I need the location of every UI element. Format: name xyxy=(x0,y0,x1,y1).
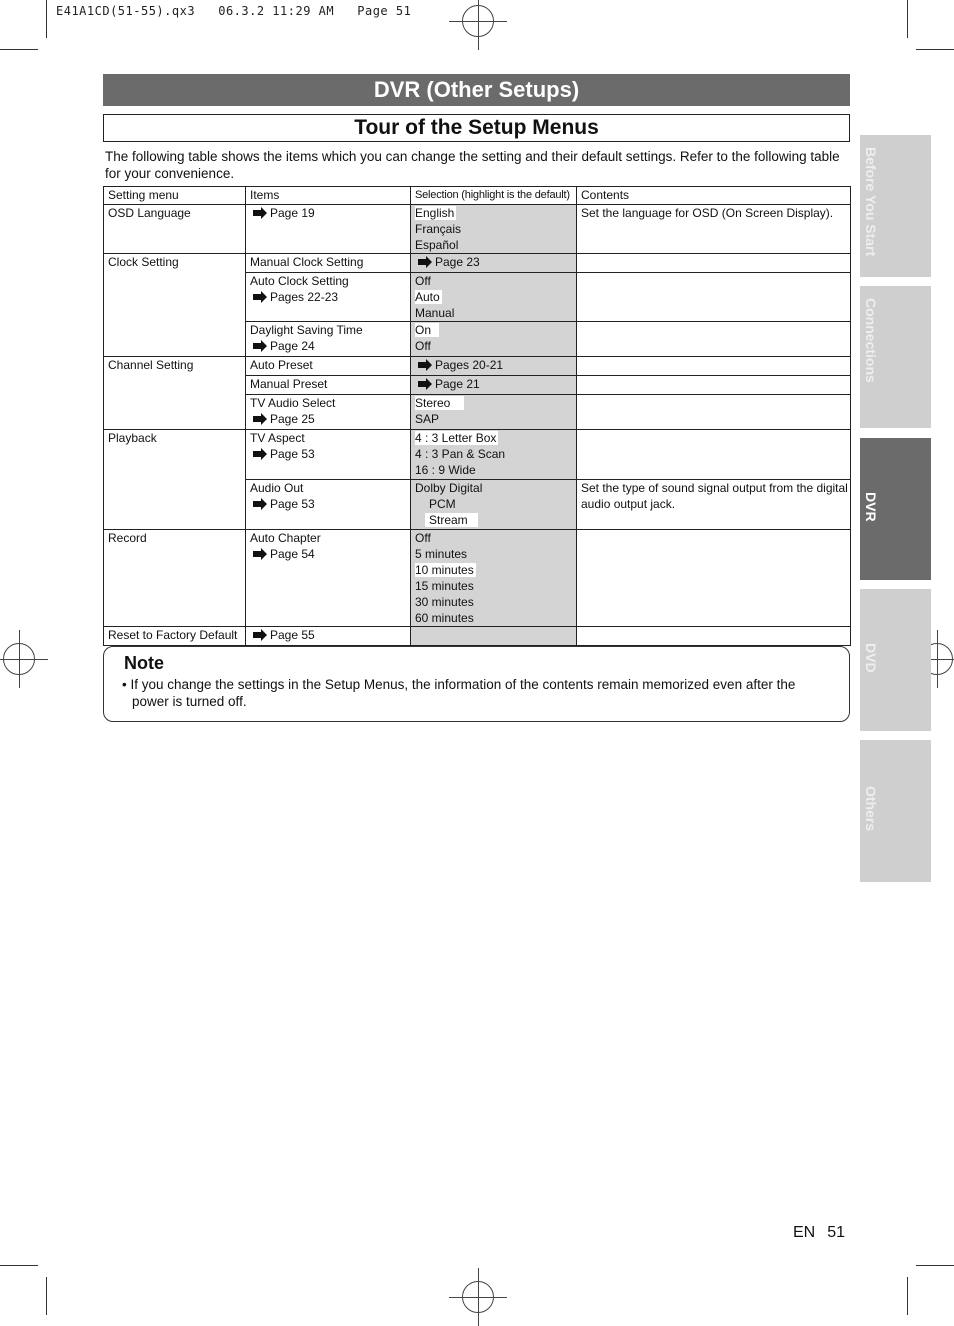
setting-menu-cell: Playback xyxy=(104,430,246,530)
crop-mark xyxy=(907,0,908,38)
selection-option: Off xyxy=(415,339,431,353)
page-ref: Page 24 xyxy=(270,339,315,353)
items-cell xyxy=(246,395,411,430)
crop-mark xyxy=(916,1265,954,1266)
crop-mark xyxy=(916,49,954,50)
selection-option: Français xyxy=(415,222,462,236)
selection-cell xyxy=(411,395,577,430)
selection-option-default: Stereo xyxy=(415,396,464,410)
items-cell: Manual Preset xyxy=(246,376,411,395)
items-cell xyxy=(246,322,411,357)
selection-option: SAP xyxy=(415,412,440,426)
page-ref: Page 21 xyxy=(435,377,480,391)
contents-cell: Set the type of sound signal output from the digital audio output jack. xyxy=(577,480,851,530)
side-tab-connections[interactable] xyxy=(860,286,931,428)
selection-option-default: English xyxy=(415,206,455,220)
item-label: Daylight Saving Time xyxy=(250,323,363,337)
items-cell xyxy=(246,430,411,480)
page-ref-arrow-icon xyxy=(418,378,432,390)
contents-cell: Set the language for OSD (On Screen Display). xyxy=(577,205,851,254)
item-label: TV Audio Select xyxy=(250,396,336,410)
setting-menu-cell: OSD Language xyxy=(104,205,246,254)
page-ref-arrow-icon xyxy=(418,359,432,371)
selection-option: Off xyxy=(415,274,431,288)
page-number: 51 xyxy=(827,1224,846,1241)
table-row xyxy=(104,357,851,376)
selection-cell xyxy=(411,322,577,357)
page-ref: Page 54 xyxy=(270,547,315,561)
selection-option: 15 minutes xyxy=(415,579,474,593)
header-setting-menu: Setting menu xyxy=(104,187,246,205)
selection-cell xyxy=(411,357,577,376)
note-title: Note xyxy=(124,653,164,673)
language-code: EN xyxy=(793,1224,816,1241)
page-ref: Pages 20-21 xyxy=(435,358,504,372)
selection-option: 60 minutes xyxy=(415,611,474,625)
registration-mark xyxy=(3,643,35,675)
page-ref: Page 25 xyxy=(270,412,315,426)
table-row xyxy=(104,530,851,627)
header-selection: Selection (highlight is the default) xyxy=(411,187,577,205)
page-ref-arrow-icon xyxy=(253,548,267,560)
item-label: TV Aspect xyxy=(250,431,305,445)
selection-cell xyxy=(411,530,577,627)
crop-mark xyxy=(46,1277,47,1315)
registration-mark xyxy=(462,5,494,37)
registration-mark xyxy=(462,1281,494,1313)
contents-cell xyxy=(577,322,851,357)
section-title: DVR (Other Setups) xyxy=(103,74,850,106)
page-ref: Page 19 xyxy=(270,206,315,220)
page-title: Tour of the Setup Menus xyxy=(103,114,850,142)
selection-option-default: Stream xyxy=(425,513,478,527)
contents-cell xyxy=(577,357,851,376)
selection-option-default: 10 minutes xyxy=(415,563,474,577)
contents-cell xyxy=(577,376,851,395)
page-ref-arrow-icon xyxy=(253,291,267,303)
setup-menu-table xyxy=(103,186,851,646)
page-ref-arrow-icon xyxy=(418,256,432,268)
items-cell: Manual Clock Setting xyxy=(246,254,411,273)
selection-option: 5 minutes xyxy=(415,547,468,561)
selection-cell xyxy=(411,480,577,530)
page-ref-arrow-icon xyxy=(253,207,267,219)
side-tab-label: Others xyxy=(863,786,879,832)
selection-option: 30 minutes xyxy=(415,595,474,609)
items-cell xyxy=(246,480,411,530)
selection-cell xyxy=(411,254,577,273)
page-ref-arrow-icon xyxy=(253,629,267,641)
note-box xyxy=(103,646,850,722)
selection-cell xyxy=(411,273,577,322)
setting-menu-cell: Reset to Factory Default xyxy=(104,627,246,646)
contents-cell xyxy=(577,273,851,322)
side-tab-label: DVR xyxy=(863,492,879,522)
setting-menu-cell: Channel Setting xyxy=(104,357,246,430)
side-tab-before-you-start[interactable] xyxy=(860,135,931,277)
table-row xyxy=(104,254,851,273)
selection-option-default: Auto xyxy=(415,290,440,304)
selection-option: Dolby Digital xyxy=(415,481,483,495)
side-tab-label: Before You Start xyxy=(863,147,879,257)
items-cell xyxy=(246,205,411,254)
contents-cell xyxy=(577,254,851,273)
contents-cell xyxy=(577,530,851,627)
setting-menu-cell: Record xyxy=(104,530,246,627)
page-ref-arrow-icon xyxy=(253,413,267,425)
header-contents: Contents xyxy=(577,187,851,205)
crop-mark xyxy=(0,1265,38,1266)
print-header: E41A1CD(51-55).qx3 06.3.2 11:29 AM Page 51 xyxy=(56,4,412,18)
note-text: • If you change the settings in the Setup Menus, the information of the contents remain memorized even after the power is turned off. xyxy=(122,677,796,709)
selection-option: 4 : 3 Pan & Scan xyxy=(415,447,506,461)
page-ref: Page 55 xyxy=(270,628,315,642)
selection-option: 16 : 9 Wide xyxy=(415,463,476,477)
selection-option: Español xyxy=(415,238,459,252)
header-items: Items xyxy=(246,187,411,205)
side-tab-label: DVD xyxy=(863,643,879,673)
selection-cell xyxy=(411,430,577,480)
page-ref: Page 53 xyxy=(270,447,315,461)
items-cell: Auto Preset xyxy=(246,357,411,376)
items-cell xyxy=(246,273,411,322)
table-row xyxy=(104,430,851,480)
contents-cell xyxy=(577,627,851,646)
page-ref: Page 23 xyxy=(435,255,480,269)
page-ref: Pages 22-23 xyxy=(270,290,339,304)
item-label: Auto Clock Setting xyxy=(250,274,349,288)
items-cell xyxy=(246,530,411,627)
contents-cell xyxy=(577,430,851,480)
selection-cell xyxy=(411,376,577,395)
selection-option-default: 4 : 3 Letter Box xyxy=(415,431,497,445)
setting-menu-cell: Clock Setting xyxy=(104,254,246,357)
crop-mark xyxy=(46,0,47,38)
selection-cell xyxy=(411,205,577,254)
selection-option: Manual xyxy=(415,306,455,320)
side-tab-others[interactable] xyxy=(860,740,931,882)
table-header-row xyxy=(104,187,851,205)
table-row xyxy=(104,205,851,254)
table-row xyxy=(104,627,851,646)
page-ref: Page 53 xyxy=(270,497,315,511)
item-label: Audio Out xyxy=(250,481,304,495)
crop-mark xyxy=(0,49,38,50)
items-cell xyxy=(246,627,411,646)
side-tab-label: Connections xyxy=(863,298,879,383)
contents-cell xyxy=(577,395,851,430)
selection-option: Off xyxy=(415,531,431,545)
intro-text: The following table shows the items which you can change the setting and their default settings. Refer to the following table for your convenience. xyxy=(105,149,840,181)
page-ref-arrow-icon xyxy=(253,340,267,352)
side-tab-dvr[interactable] xyxy=(860,438,931,580)
crop-mark xyxy=(907,1277,908,1315)
selection-cell xyxy=(411,627,577,646)
item-label: Auto Chapter xyxy=(250,531,321,545)
page-footer xyxy=(793,1224,845,1242)
side-tab-dvd[interactable] xyxy=(860,589,931,731)
selection-option-default: On xyxy=(415,323,439,337)
page-ref-arrow-icon xyxy=(253,448,267,460)
page-ref-arrow-icon xyxy=(253,498,267,510)
selection-option: PCM xyxy=(429,497,456,511)
